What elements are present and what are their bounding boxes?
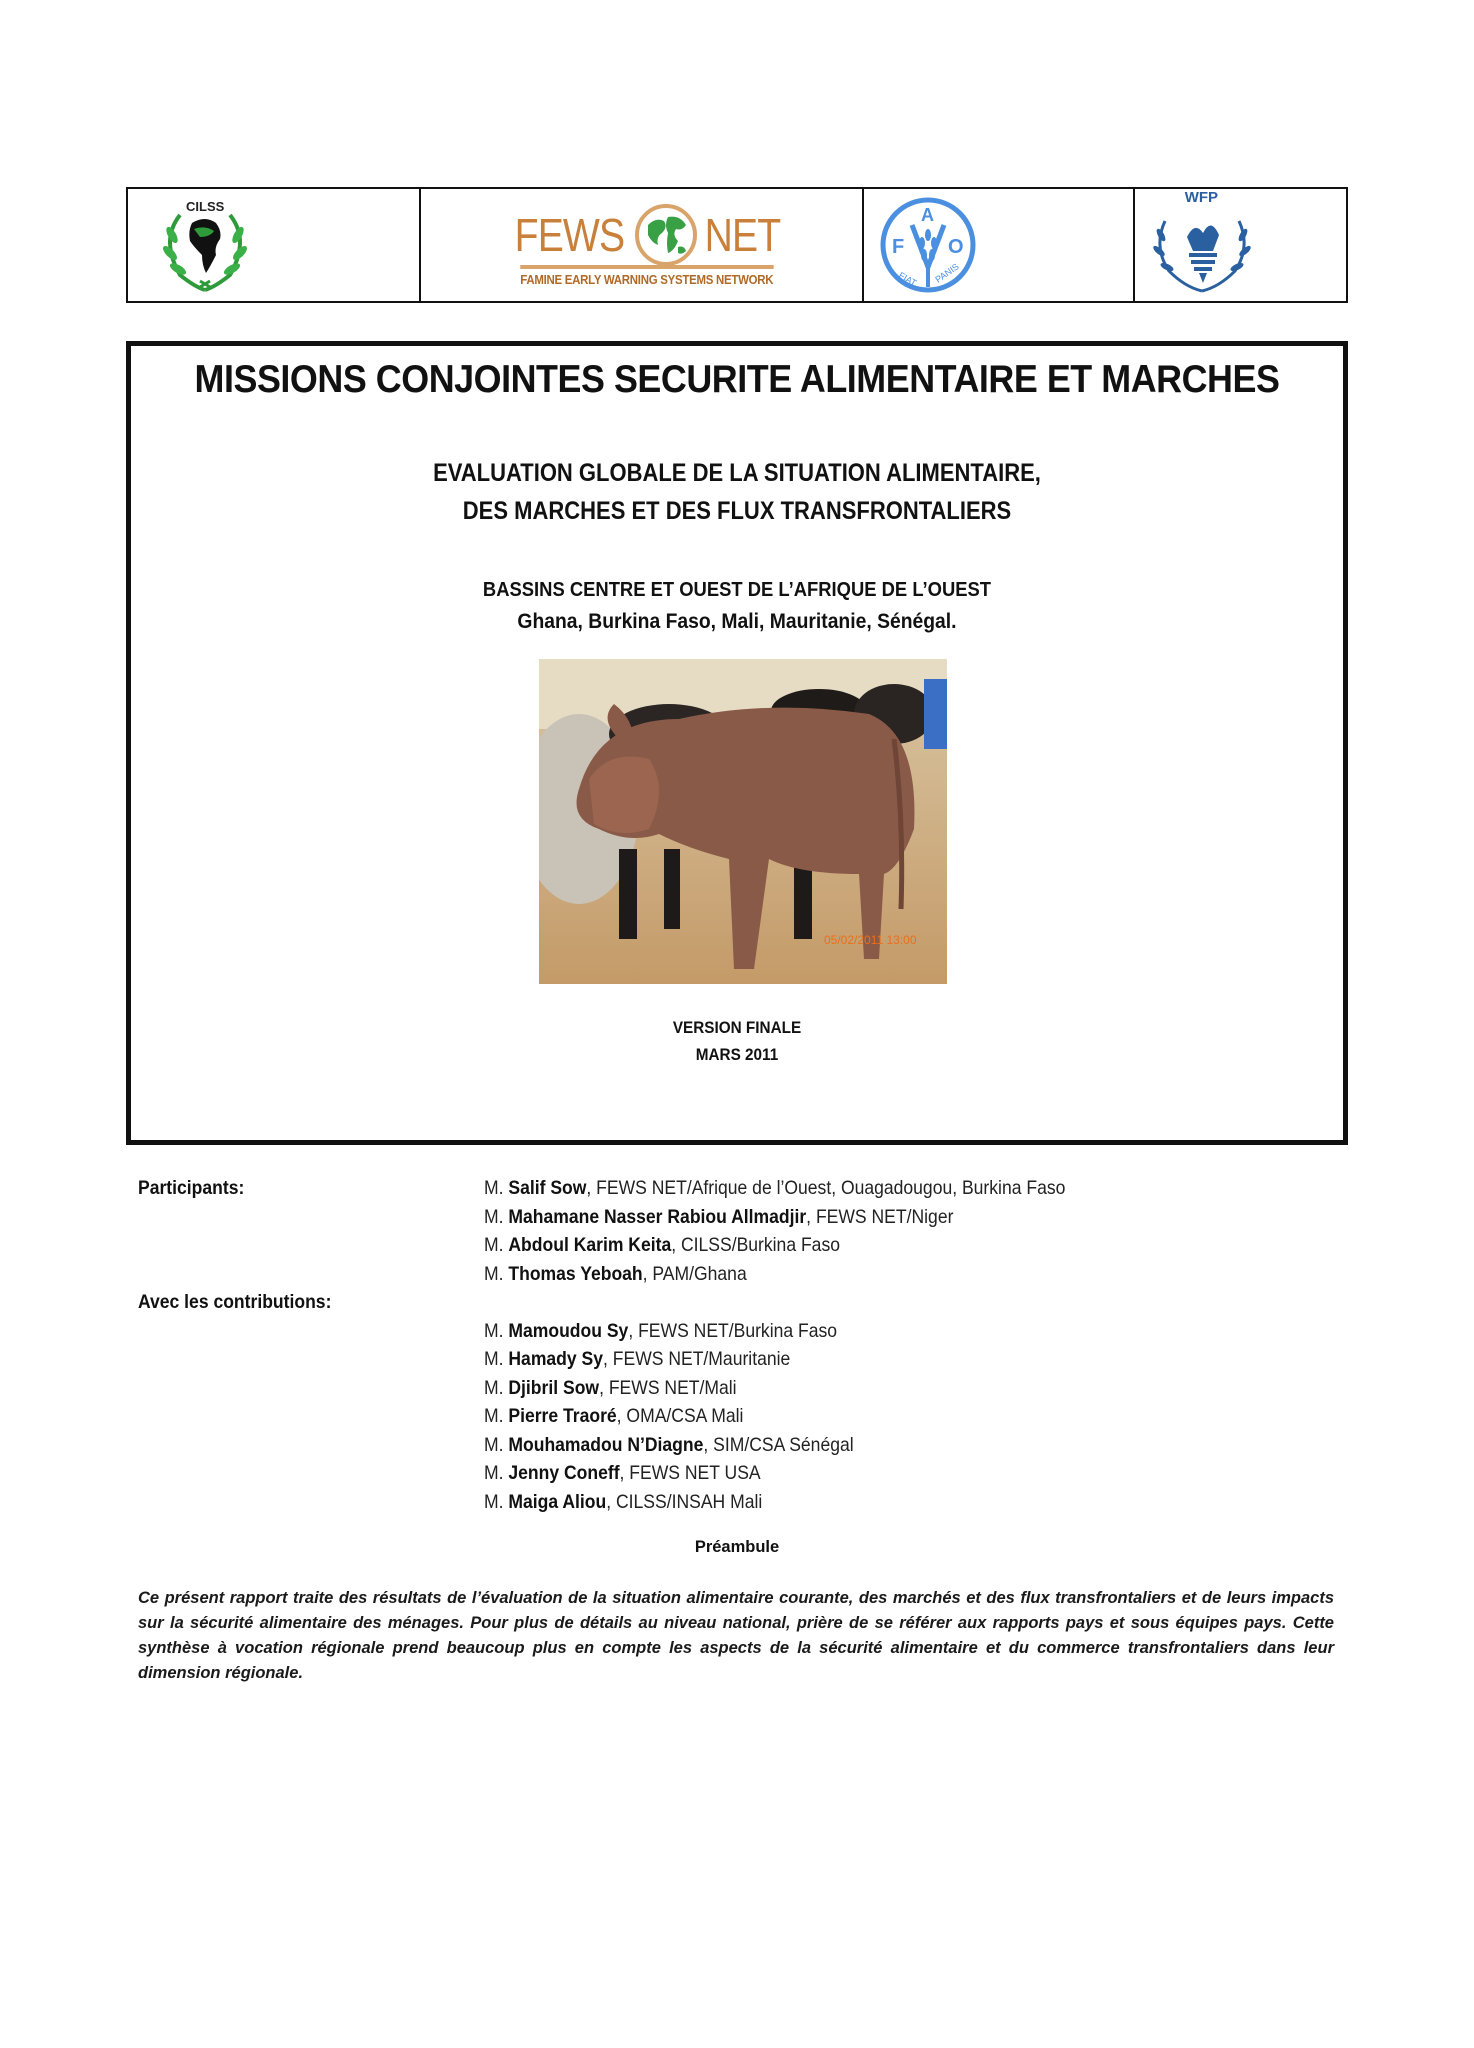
participant-entry: M. Abdoul Karim Keita, CILSS/Burkina Faso bbox=[484, 1234, 840, 1256]
report-subtitle-line2: DES MARCHES ET DES FLUX TRANSFRONTALIERS bbox=[462, 497, 1012, 525]
preamble-heading: Préambule bbox=[694, 1538, 780, 1556]
preamble-paragraph: Ce présent rapport traite des résultats de l’évaluation de la situation alimentaire courante, des marchés et des flux transfrontaliers et de leurs impacts sur la sécurité alimentaire des ménages. Pour plus de détails au niveau national, prière de se référer aux rapports pays et sous équipes pays. Cette synthèse à vocation régionale prend beaucoup plus en compte les aspects de la sécurité alimentaire et du commerce transfrontaliers dans leur dimension régionale. bbox=[138, 1589, 1334, 1682]
contributor-name: Djibril Sow bbox=[508, 1376, 600, 1399]
cilss-logo-icon bbox=[150, 195, 260, 295]
fewsnet-logo-subtitle: FAMINE EARLY WARNING SYSTEMS NETWORK bbox=[520, 265, 773, 287]
fewsnet-logo-right: NET bbox=[704, 209, 781, 261]
version-label: VERSION FINALE bbox=[672, 1018, 802, 1037]
contributions-label: Avec les contributions: bbox=[138, 1291, 332, 1313]
contributor-name: Maiga Aliou bbox=[508, 1490, 607, 1513]
contributor-row bbox=[138, 1459, 1338, 1488]
svg-text:FIAT: FIAT bbox=[896, 270, 918, 289]
fewsnet-logo-left: FEWS bbox=[515, 209, 625, 261]
credits-section bbox=[138, 1174, 1338, 1516]
contributor-row bbox=[138, 1345, 1338, 1374]
contributor-name: Jenny Coneff bbox=[508, 1462, 620, 1484]
cilss-logo-text: CILSS bbox=[186, 199, 225, 214]
contributor-entry: M. Mamoudou Sy, FEWS NET/Burkina Faso bbox=[484, 1319, 838, 1342]
participant-entry: M. Salif Sow, FEWS NET/Afrique de l’Ouest, Ouagadougou, Burkina Faso bbox=[484, 1177, 1066, 1199]
wfp-logo-cell bbox=[1135, 189, 1346, 301]
participant-name: Abdoul Karim Keita bbox=[508, 1234, 672, 1256]
wfp-logo-text: WFP bbox=[1184, 189, 1219, 206]
contributor-row bbox=[138, 1402, 1338, 1431]
contributor-entry: M. Hamady Sy, FEWS NET/Mauritanie bbox=[484, 1348, 791, 1370]
contributor-entry: M. Maiga Aliou, CILSS/INSAH Mali bbox=[484, 1490, 763, 1513]
report-subtitle-line1: EVALUATION GLOBALE DE LA SITUATION ALIMENTAIRE, bbox=[433, 459, 1041, 487]
contributor-row bbox=[138, 1431, 1338, 1460]
svg-text:PANIS: PANIS bbox=[932, 261, 961, 285]
report-subtitle bbox=[204, 454, 1271, 530]
participant-name: Mahamane Nasser Rabiou Allmadjir bbox=[508, 1205, 807, 1228]
globe-icon bbox=[634, 203, 698, 267]
contributor-name: Pierre Traoré bbox=[508, 1405, 617, 1427]
basin-heading bbox=[179, 574, 1294, 638]
fewsnet-logo bbox=[503, 203, 791, 287]
fao-letter-f: F bbox=[891, 236, 904, 258]
participants-row bbox=[138, 1203, 1338, 1232]
cattle-photo bbox=[539, 659, 947, 984]
contributor-row bbox=[138, 1488, 1338, 1517]
contributor-row bbox=[138, 1317, 1338, 1346]
participants-row bbox=[138, 1260, 1338, 1289]
fao-logo-cell bbox=[864, 189, 1135, 301]
participants-label: Participants: bbox=[138, 1177, 245, 1199]
report-date: MARS 2011 bbox=[695, 1045, 779, 1064]
contributor-entry: M. Pierre Traoré, OMA/CSA Mali bbox=[484, 1405, 744, 1427]
contributor-name: Mouhamadou N’Diagne bbox=[508, 1433, 704, 1456]
fewsnet-logo-cell bbox=[421, 189, 863, 301]
contributor-entry: M. Djibril Sow, FEWS NET/Mali bbox=[484, 1376, 737, 1399]
basin-line: BASSINS CENTRE ET OUEST DE L’AFRIQUE DE L’OUEST bbox=[482, 579, 992, 601]
cattle-photo-image bbox=[539, 659, 947, 984]
fao-logo-icon bbox=[878, 195, 978, 295]
wfp-logo-icon bbox=[1147, 207, 1257, 297]
participant-name: Salif Sow bbox=[508, 1177, 587, 1199]
partner-logos-table bbox=[126, 187, 1348, 303]
cilss-logo-cell bbox=[128, 189, 421, 301]
participant-entry: M. Thomas Yeboah, PAM/Ghana bbox=[484, 1262, 747, 1285]
version-block bbox=[192, 1014, 1283, 1068]
participants-row bbox=[138, 1231, 1338, 1260]
participants-row bbox=[138, 1174, 1338, 1203]
contributor-name: Mamoudou Sy bbox=[508, 1319, 629, 1342]
fao-letter-a: A bbox=[920, 205, 934, 225]
countries-line: Ghana, Burkina Faso, Mali, Mauritanie, Sénégal. bbox=[517, 610, 957, 633]
contributions-label-row bbox=[138, 1288, 1338, 1317]
fao-letter-o: O bbox=[947, 236, 964, 258]
cover-title-box bbox=[126, 341, 1348, 1145]
contributor-entry: M. Jenny Coneff, FEWS NET USA bbox=[484, 1462, 761, 1484]
participant-entry: M. Mahamane Nasser Rabiou Allmadjir, FEWS NET/Niger bbox=[484, 1205, 954, 1228]
participant-name: Thomas Yeboah bbox=[508, 1262, 643, 1285]
photo-timestamp: 05/02/2011 13:00 bbox=[824, 933, 917, 947]
main-title: MISSIONS CONJOINTES SECURITE ALIMENTAIRE ET MARCHES bbox=[194, 358, 1280, 401]
contributor-name: Hamady Sy bbox=[508, 1348, 604, 1370]
contributor-row bbox=[138, 1374, 1338, 1403]
contributor-entry: M. Mouhamadou N’Diagne, SIM/CSA Sénégal bbox=[484, 1433, 854, 1456]
